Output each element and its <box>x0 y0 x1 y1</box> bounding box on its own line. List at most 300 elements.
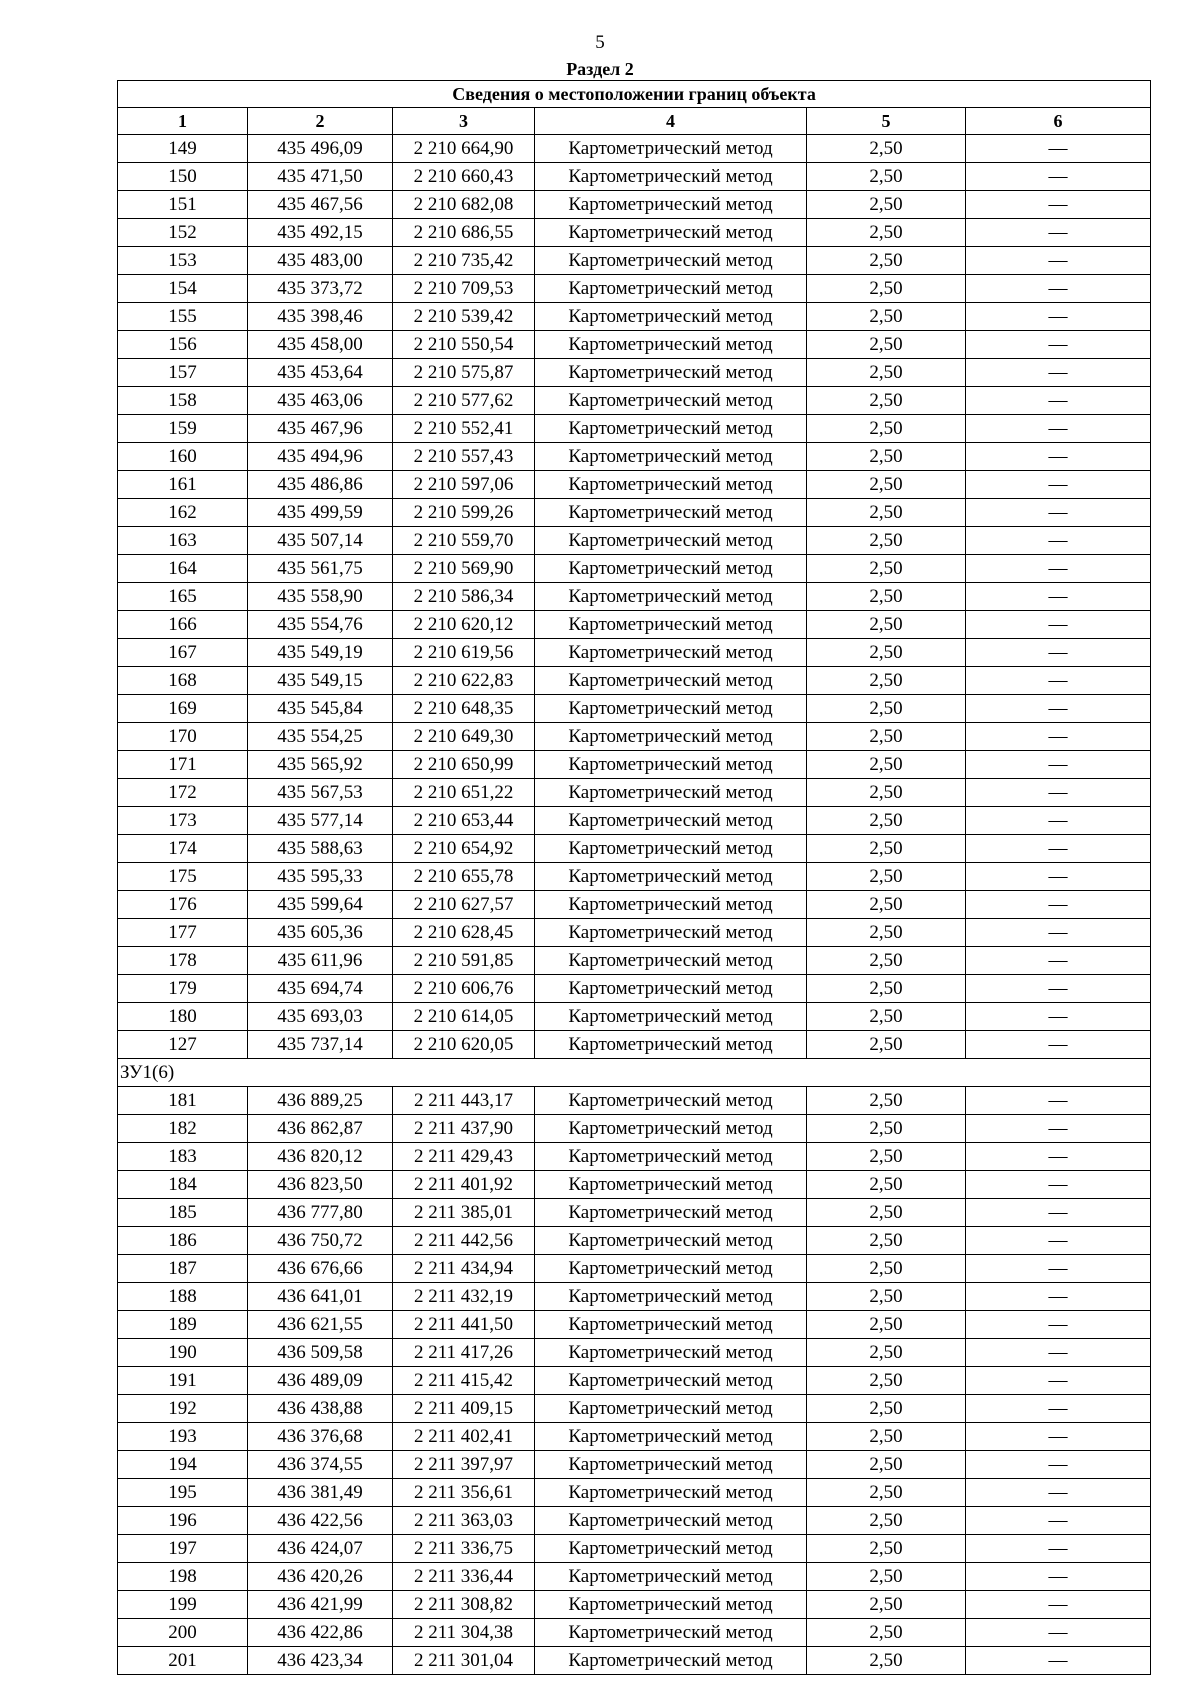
table-caption-row <box>118 81 1151 108</box>
point-number-cell: 185 <box>118 1199 248 1227</box>
y-coordinate-cell: 2 210 735,42 <box>393 247 535 275</box>
table-row <box>118 499 1151 527</box>
description-cell: — <box>966 835 1151 863</box>
description-cell: — <box>966 891 1151 919</box>
method-cell: Картометрический метод <box>535 527 807 555</box>
point-number-cell: 182 <box>118 1115 248 1143</box>
column-number: 3 <box>393 108 535 135</box>
method-cell: Картометрический метод <box>535 695 807 723</box>
description-cell: — <box>966 359 1151 387</box>
accuracy-cell: 2,50 <box>807 1143 966 1171</box>
x-coordinate-cell: 436 676,66 <box>248 1255 393 1283</box>
point-number-cell: 157 <box>118 359 248 387</box>
y-coordinate-cell: 2 211 356,61 <box>393 1479 535 1507</box>
table-row <box>118 1255 1151 1283</box>
point-number-cell: 186 <box>118 1227 248 1255</box>
point-number-cell: 177 <box>118 919 248 947</box>
accuracy-cell: 2,50 <box>807 1647 966 1675</box>
accuracy-cell: 2,50 <box>807 1479 966 1507</box>
description-cell: — <box>966 583 1151 611</box>
description-cell: — <box>966 387 1151 415</box>
y-coordinate-cell: 2 210 649,30 <box>393 723 535 751</box>
table-row <box>118 779 1151 807</box>
method-cell: Картометрический метод <box>535 1395 807 1423</box>
description-cell: — <box>966 1171 1151 1199</box>
accuracy-cell: 2,50 <box>807 891 966 919</box>
table-row <box>118 1031 1151 1059</box>
y-coordinate-cell: 2 210 660,43 <box>393 163 535 191</box>
point-number-cell: 151 <box>118 191 248 219</box>
point-number-cell: 165 <box>118 583 248 611</box>
accuracy-cell: 2,50 <box>807 583 966 611</box>
method-cell: Картометрический метод <box>535 723 807 751</box>
table-row <box>118 807 1151 835</box>
point-number-cell: 201 <box>118 1647 248 1675</box>
method-cell: Картометрический метод <box>535 863 807 891</box>
table-row <box>118 639 1151 667</box>
point-number-cell: 164 <box>118 555 248 583</box>
description-cell: — <box>966 1143 1151 1171</box>
accuracy-cell: 2,50 <box>807 639 966 667</box>
x-coordinate-cell: 435 605,36 <box>248 919 393 947</box>
table-row <box>118 387 1151 415</box>
method-cell: Картометрический метод <box>535 1003 807 1031</box>
point-number-cell: 162 <box>118 499 248 527</box>
y-coordinate-cell: 2 210 655,78 <box>393 863 535 891</box>
table-row <box>118 1227 1151 1255</box>
column-number: 5 <box>807 108 966 135</box>
description-cell: — <box>966 695 1151 723</box>
table-row <box>118 1339 1151 1367</box>
accuracy-cell: 2,50 <box>807 163 966 191</box>
x-coordinate-cell: 435 611,96 <box>248 947 393 975</box>
point-number-cell: 191 <box>118 1367 248 1395</box>
method-cell: Картометрический метод <box>535 639 807 667</box>
method-cell: Картометрический метод <box>535 779 807 807</box>
point-number-cell: 188 <box>118 1283 248 1311</box>
accuracy-cell: 2,50 <box>807 807 966 835</box>
method-cell: Картометрический метод <box>535 1479 807 1507</box>
point-number-cell: 192 <box>118 1395 248 1423</box>
table-row <box>118 1115 1151 1143</box>
table-row <box>118 219 1151 247</box>
method-cell: Картометрический метод <box>535 1563 807 1591</box>
accuracy-cell: 2,50 <box>807 1199 966 1227</box>
description-cell: — <box>966 1591 1151 1619</box>
point-number-cell: 149 <box>118 135 248 163</box>
accuracy-cell: 2,50 <box>807 723 966 751</box>
y-coordinate-cell: 2 210 654,92 <box>393 835 535 863</box>
table-row <box>118 1367 1151 1395</box>
method-cell: Картометрический метод <box>535 471 807 499</box>
page-number: 5 <box>595 32 605 53</box>
table-row <box>118 163 1151 191</box>
accuracy-cell: 2,50 <box>807 919 966 947</box>
point-number-cell: 127 <box>118 1031 248 1059</box>
method-cell: Картометрический метод <box>535 247 807 275</box>
point-number-cell: 184 <box>118 1171 248 1199</box>
description-cell: — <box>966 611 1151 639</box>
method-cell: Картометрический метод <box>535 975 807 1003</box>
table-row <box>118 247 1151 275</box>
x-coordinate-cell: 435 694,74 <box>248 975 393 1003</box>
table-row <box>118 611 1151 639</box>
y-coordinate-cell: 2 210 552,41 <box>393 415 535 443</box>
method-cell: Картометрический метод <box>535 359 807 387</box>
accuracy-cell: 2,50 <box>807 1423 966 1451</box>
column-number: 6 <box>966 108 1151 135</box>
description-cell: — <box>966 1479 1151 1507</box>
y-coordinate-cell: 2 210 569,90 <box>393 555 535 583</box>
point-number-cell: 150 <box>118 163 248 191</box>
x-coordinate-cell: 436 422,86 <box>248 1619 393 1647</box>
description-cell: — <box>966 1619 1151 1647</box>
x-coordinate-cell: 436 422,56 <box>248 1507 393 1535</box>
accuracy-cell: 2,50 <box>807 1339 966 1367</box>
method-cell: Картометрический метод <box>535 1647 807 1675</box>
y-coordinate-cell: 2 210 648,35 <box>393 695 535 723</box>
table-row <box>118 1171 1151 1199</box>
table-row <box>118 555 1151 583</box>
x-coordinate-cell: 435 496,09 <box>248 135 393 163</box>
table-row <box>118 1395 1151 1423</box>
description-cell: — <box>966 1031 1151 1059</box>
x-coordinate-cell: 436 423,34 <box>248 1647 393 1675</box>
x-coordinate-cell: 435 577,14 <box>248 807 393 835</box>
accuracy-cell: 2,50 <box>807 1563 966 1591</box>
table-row <box>118 359 1151 387</box>
point-number-cell: 153 <box>118 247 248 275</box>
accuracy-cell: 2,50 <box>807 1451 966 1479</box>
point-number-cell: 170 <box>118 723 248 751</box>
description-cell: — <box>966 1423 1151 1451</box>
point-number-cell: 181 <box>118 1087 248 1115</box>
table-body <box>118 135 1151 1675</box>
column-number-row <box>118 108 1151 135</box>
method-cell: Картометрический метод <box>535 1535 807 1563</box>
point-number-cell: 152 <box>118 219 248 247</box>
y-coordinate-cell: 2 210 557,43 <box>393 443 535 471</box>
x-coordinate-cell: 435 458,00 <box>248 331 393 359</box>
accuracy-cell: 2,50 <box>807 1255 966 1283</box>
description-cell: — <box>966 863 1151 891</box>
method-cell: Картометрический метод <box>535 1227 807 1255</box>
x-coordinate-cell: 435 599,64 <box>248 891 393 919</box>
description-cell: — <box>966 471 1151 499</box>
description-cell: — <box>966 1367 1151 1395</box>
y-coordinate-cell: 2 210 577,62 <box>393 387 535 415</box>
method-cell: Картометрический метод <box>535 1423 807 1451</box>
method-cell: Картометрический метод <box>535 499 807 527</box>
point-number-cell: 158 <box>118 387 248 415</box>
accuracy-cell: 2,50 <box>807 1087 966 1115</box>
table-row <box>118 191 1151 219</box>
table-row <box>118 1311 1151 1339</box>
description-cell: — <box>966 919 1151 947</box>
point-number-cell: 178 <box>118 947 248 975</box>
x-coordinate-cell: 435 595,33 <box>248 863 393 891</box>
column-number: 1 <box>118 108 248 135</box>
table-row <box>118 835 1151 863</box>
y-coordinate-cell: 2 210 664,90 <box>393 135 535 163</box>
method-cell: Картометрический метод <box>535 1283 807 1311</box>
y-coordinate-cell: 2 211 304,38 <box>393 1619 535 1647</box>
accuracy-cell: 2,50 <box>807 275 966 303</box>
accuracy-cell: 2,50 <box>807 835 966 863</box>
x-coordinate-cell: 435 467,96 <box>248 415 393 443</box>
point-number-cell: 197 <box>118 1535 248 1563</box>
description-cell: — <box>966 975 1151 1003</box>
method-cell: Картометрический метод <box>535 1339 807 1367</box>
accuracy-cell: 2,50 <box>807 471 966 499</box>
method-cell: Картометрический метод <box>535 1451 807 1479</box>
description-cell: — <box>966 779 1151 807</box>
method-cell: Картометрический метод <box>535 583 807 611</box>
x-coordinate-cell: 435 567,53 <box>248 779 393 807</box>
accuracy-cell: 2,50 <box>807 667 966 695</box>
x-coordinate-cell: 436 641,01 <box>248 1283 393 1311</box>
x-coordinate-cell: 435 453,64 <box>248 359 393 387</box>
accuracy-cell: 2,50 <box>807 611 966 639</box>
method-cell: Картометрический метод <box>535 1031 807 1059</box>
point-number-cell: 179 <box>118 975 248 1003</box>
description-cell: — <box>966 135 1151 163</box>
x-coordinate-cell: 435 565,92 <box>248 751 393 779</box>
point-number-cell: 190 <box>118 1339 248 1367</box>
table-row <box>118 1647 1151 1675</box>
description-cell: — <box>966 1535 1151 1563</box>
method-cell: Картометрический метод <box>535 443 807 471</box>
description-cell: — <box>966 639 1151 667</box>
y-coordinate-cell: 2 211 301,04 <box>393 1647 535 1675</box>
y-coordinate-cell: 2 211 441,50 <box>393 1311 535 1339</box>
accuracy-cell: 2,50 <box>807 975 966 1003</box>
table-row <box>118 975 1151 1003</box>
method-cell: Картометрический метод <box>535 415 807 443</box>
table-row <box>118 1087 1151 1115</box>
x-coordinate-cell: 435 507,14 <box>248 527 393 555</box>
point-number-cell: 154 <box>118 275 248 303</box>
accuracy-cell: 2,50 <box>807 1535 966 1563</box>
accuracy-cell: 2,50 <box>807 499 966 527</box>
y-coordinate-cell: 2 210 620,12 <box>393 611 535 639</box>
description-cell: — <box>966 1115 1151 1143</box>
table-row <box>118 863 1151 891</box>
point-number-cell: 187 <box>118 1255 248 1283</box>
description-cell: — <box>966 191 1151 219</box>
description-cell: — <box>966 1647 1151 1675</box>
y-coordinate-cell: 2 211 442,56 <box>393 1227 535 1255</box>
method-cell: Картометрический метод <box>535 331 807 359</box>
x-coordinate-cell: 435 494,96 <box>248 443 393 471</box>
x-coordinate-cell: 435 499,59 <box>248 499 393 527</box>
accuracy-cell: 2,50 <box>807 695 966 723</box>
accuracy-cell: 2,50 <box>807 863 966 891</box>
point-number-cell: 176 <box>118 891 248 919</box>
table-row <box>118 947 1151 975</box>
description-cell: — <box>966 807 1151 835</box>
accuracy-cell: 2,50 <box>807 443 966 471</box>
y-coordinate-cell: 2 210 628,45 <box>393 919 535 947</box>
accuracy-cell: 2,50 <box>807 1171 966 1199</box>
table-row <box>118 275 1151 303</box>
x-coordinate-cell: 436 421,99 <box>248 1591 393 1619</box>
table-row <box>118 751 1151 779</box>
accuracy-cell: 2,50 <box>807 135 966 163</box>
y-coordinate-cell: 2 210 559,70 <box>393 527 535 555</box>
point-number-cell: 194 <box>118 1451 248 1479</box>
point-number-cell: 155 <box>118 303 248 331</box>
method-cell: Картометрический метод <box>535 303 807 331</box>
method-cell: Картометрический метод <box>535 751 807 779</box>
y-coordinate-cell: 2 211 415,42 <box>393 1367 535 1395</box>
description-cell: — <box>966 1311 1151 1339</box>
y-coordinate-cell: 2 210 614,05 <box>393 1003 535 1031</box>
y-coordinate-cell: 2 211 443,17 <box>393 1087 535 1115</box>
accuracy-cell: 2,50 <box>807 1619 966 1647</box>
table-row <box>118 471 1151 499</box>
description-cell: — <box>966 303 1151 331</box>
x-coordinate-cell: 436 438,88 <box>248 1395 393 1423</box>
method-cell: Картометрический метод <box>535 1619 807 1647</box>
method-cell: Картометрический метод <box>535 1171 807 1199</box>
y-coordinate-cell: 2 211 336,44 <box>393 1563 535 1591</box>
x-coordinate-cell: 435 561,75 <box>248 555 393 583</box>
x-coordinate-cell: 435 471,50 <box>248 163 393 191</box>
point-number-cell: 183 <box>118 1143 248 1171</box>
table-row <box>118 1619 1151 1647</box>
accuracy-cell: 2,50 <box>807 1311 966 1339</box>
point-number-cell: 200 <box>118 1619 248 1647</box>
point-number-cell: 173 <box>118 807 248 835</box>
y-coordinate-cell: 2 211 308,82 <box>393 1591 535 1619</box>
accuracy-cell: 2,50 <box>807 191 966 219</box>
table-row <box>118 303 1151 331</box>
accuracy-cell: 2,50 <box>807 1115 966 1143</box>
point-number-cell: 195 <box>118 1479 248 1507</box>
table-row <box>118 415 1151 443</box>
method-cell: Картометрический метод <box>535 387 807 415</box>
method-cell: Картометрический метод <box>535 611 807 639</box>
description-cell: — <box>966 443 1151 471</box>
point-number-cell: 198 <box>118 1563 248 1591</box>
y-coordinate-cell: 2 211 409,15 <box>393 1395 535 1423</box>
method-cell: Картометрический метод <box>535 1507 807 1535</box>
description-cell: — <box>966 1339 1151 1367</box>
table-row <box>118 1479 1151 1507</box>
x-coordinate-cell: 436 420,26 <box>248 1563 393 1591</box>
accuracy-cell: 2,50 <box>807 1031 966 1059</box>
method-cell: Картометрический метод <box>535 1311 807 1339</box>
accuracy-cell: 2,50 <box>807 415 966 443</box>
y-coordinate-cell: 2 210 586,34 <box>393 583 535 611</box>
x-coordinate-cell: 435 398,46 <box>248 303 393 331</box>
y-coordinate-cell: 2 210 622,83 <box>393 667 535 695</box>
method-cell: Картометрический метод <box>535 191 807 219</box>
method-cell: Картометрический метод <box>535 163 807 191</box>
table-row <box>118 919 1151 947</box>
x-coordinate-cell: 435 554,76 <box>248 611 393 639</box>
accuracy-cell: 2,50 <box>807 751 966 779</box>
point-number-cell: 171 <box>118 751 248 779</box>
description-cell: — <box>966 1563 1151 1591</box>
point-number-cell: 159 <box>118 415 248 443</box>
description-cell: — <box>966 1283 1151 1311</box>
description-cell: — <box>966 555 1151 583</box>
method-cell: Картометрический метод <box>535 919 807 947</box>
table-row <box>118 667 1151 695</box>
accuracy-cell: 2,50 <box>807 387 966 415</box>
y-coordinate-cell: 2 210 575,87 <box>393 359 535 387</box>
table-row <box>118 695 1151 723</box>
method-cell: Картометрический метод <box>535 275 807 303</box>
accuracy-cell: 2,50 <box>807 1395 966 1423</box>
accuracy-cell: 2,50 <box>807 247 966 275</box>
y-coordinate-cell: 2 211 363,03 <box>393 1507 535 1535</box>
accuracy-cell: 2,50 <box>807 1367 966 1395</box>
x-coordinate-cell: 436 820,12 <box>248 1143 393 1171</box>
table-header <box>118 81 1151 135</box>
y-coordinate-cell: 2 211 437,90 <box>393 1115 535 1143</box>
accuracy-cell: 2,50 <box>807 1507 966 1535</box>
y-coordinate-cell: 2 210 620,05 <box>393 1031 535 1059</box>
x-coordinate-cell: 436 777,80 <box>248 1199 393 1227</box>
x-coordinate-cell: 435 467,56 <box>248 191 393 219</box>
point-number-cell: 172 <box>118 779 248 807</box>
x-coordinate-cell: 435 549,19 <box>248 639 393 667</box>
table-row <box>118 1003 1151 1031</box>
table-row <box>118 1451 1151 1479</box>
description-cell: — <box>966 1199 1151 1227</box>
description-cell: — <box>966 1395 1151 1423</box>
table-row <box>118 723 1151 751</box>
point-number-cell: 166 <box>118 611 248 639</box>
method-cell: Картометрический метод <box>535 555 807 583</box>
method-cell: Картометрический метод <box>535 1143 807 1171</box>
y-coordinate-cell: 2 211 385,01 <box>393 1199 535 1227</box>
y-coordinate-cell: 2 210 550,54 <box>393 331 535 359</box>
x-coordinate-cell: 436 381,49 <box>248 1479 393 1507</box>
table-row <box>118 1199 1151 1227</box>
x-coordinate-cell: 436 621,55 <box>248 1311 393 1339</box>
x-coordinate-cell: 436 750,72 <box>248 1227 393 1255</box>
method-cell: Картометрический метод <box>535 807 807 835</box>
x-coordinate-cell: 436 509,58 <box>248 1339 393 1367</box>
point-number-cell: 174 <box>118 835 248 863</box>
description-cell: — <box>966 219 1151 247</box>
point-number-cell: 169 <box>118 695 248 723</box>
y-coordinate-cell: 2 210 597,06 <box>393 471 535 499</box>
point-number-cell: 160 <box>118 443 248 471</box>
method-cell: Картометрический метод <box>535 891 807 919</box>
method-cell: Картометрический метод <box>535 947 807 975</box>
x-coordinate-cell: 436 862,87 <box>248 1115 393 1143</box>
table-row <box>118 1423 1151 1451</box>
method-cell: Картометрический метод <box>535 219 807 247</box>
method-cell: Картометрический метод <box>535 135 807 163</box>
description-cell: — <box>966 667 1151 695</box>
table-caption: Сведения о местоположении границ объекта <box>118 81 1151 108</box>
x-coordinate-cell: 435 373,72 <box>248 275 393 303</box>
y-coordinate-cell: 2 210 682,08 <box>393 191 535 219</box>
table-row <box>118 1591 1151 1619</box>
column-number: 2 <box>248 108 393 135</box>
description-cell: — <box>966 275 1151 303</box>
table-row <box>118 1283 1151 1311</box>
table-row <box>118 135 1151 163</box>
description-cell: — <box>966 1003 1151 1031</box>
point-number-cell: 163 <box>118 527 248 555</box>
